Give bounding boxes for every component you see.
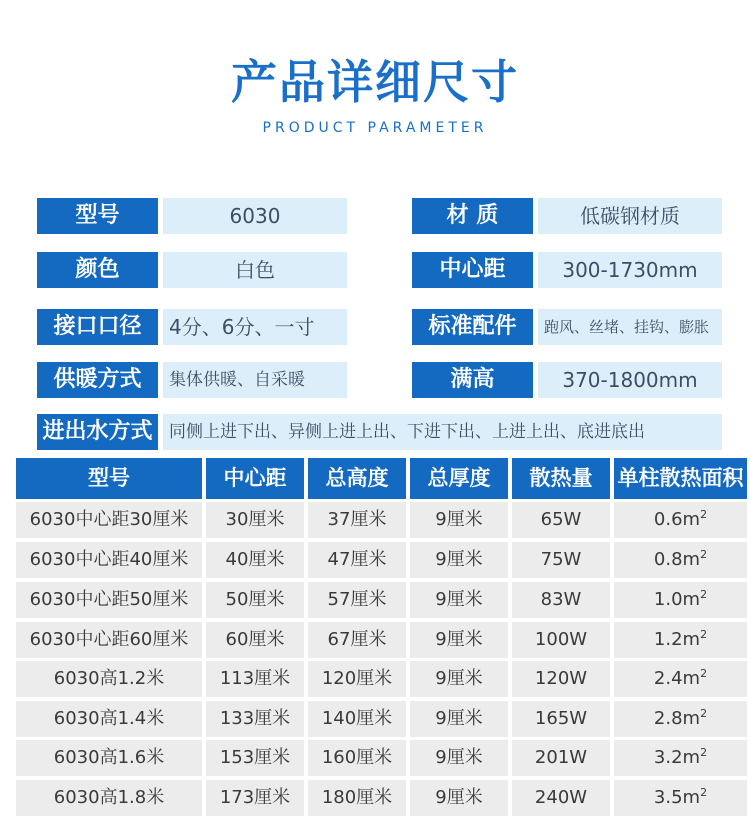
cell-height: 47厘米 xyxy=(308,542,406,578)
cell-heat: 240W xyxy=(512,780,610,816)
area-exponent: 2 xyxy=(700,707,708,720)
area-exponent: 2 xyxy=(700,667,708,680)
cell-heat: 65W xyxy=(512,502,610,538)
table-header-height: 总高度 xyxy=(308,458,406,499)
cell-area xyxy=(614,502,747,538)
spec-height-value: 370-1800mm xyxy=(538,362,722,398)
cell-heat: 120W xyxy=(512,661,610,697)
area-value: 0.6m xyxy=(653,509,701,530)
cell-center: 153厘米 xyxy=(206,740,304,776)
cell-area xyxy=(614,661,747,697)
cell-area xyxy=(614,622,747,658)
page-title: 产品详细尺寸 xyxy=(231,55,519,109)
cell-model: 6030高1.6米 xyxy=(16,740,202,776)
spec-model-value: 6030 xyxy=(163,198,347,234)
table-header-row xyxy=(16,458,747,499)
cell-heat: 83W xyxy=(512,582,610,618)
spec-center-label: 中心距 xyxy=(412,252,533,288)
spec-material-label: 材 质 xyxy=(412,198,533,234)
table-row xyxy=(16,502,747,538)
spec-color-value: 白色 xyxy=(163,252,347,288)
table-header-heat: 散热量 xyxy=(512,458,610,499)
spec-center-value: 300-1730mm xyxy=(538,252,722,288)
cell-model: 6030高1.4米 xyxy=(16,701,202,737)
cell-height: 37厘米 xyxy=(308,502,406,538)
cell-height: 57厘米 xyxy=(308,582,406,618)
cell-area xyxy=(614,740,747,776)
table-row xyxy=(16,661,747,697)
table-row xyxy=(16,780,747,816)
cell-heat: 201W xyxy=(512,740,610,776)
table-row xyxy=(16,582,747,618)
table-row xyxy=(16,740,747,776)
spec-accessory-label: 标准配件 xyxy=(412,309,533,345)
cell-heat: 165W xyxy=(512,701,610,737)
page-subtitle: PRODUCT PARAMETER xyxy=(262,120,488,136)
cell-thickness: 9厘米 xyxy=(410,740,508,776)
cell-model: 6030高1.8米 xyxy=(16,780,202,816)
cell-thickness: 9厘米 xyxy=(410,661,508,697)
spec-accessory-value: 跑风、丝堵、挂钩、膨胀 xyxy=(538,309,722,345)
cell-thickness: 9厘米 xyxy=(410,701,508,737)
spec-material-value: 低碳钢材质 xyxy=(538,198,722,234)
area-value: 0.8m xyxy=(653,549,701,570)
cell-heat: 100W xyxy=(512,622,610,658)
cell-area xyxy=(614,582,747,618)
spec-heating-value: 集体供暖、自采暖 xyxy=(163,362,347,398)
cell-center: 173厘米 xyxy=(206,780,304,816)
cell-center: 50厘米 xyxy=(206,582,304,618)
table-row xyxy=(16,622,747,658)
cell-center: 113厘米 xyxy=(206,661,304,697)
cell-center: 60厘米 xyxy=(206,622,304,658)
cell-thickness: 9厘米 xyxy=(410,780,508,816)
cell-height: 120厘米 xyxy=(308,661,406,697)
cell-center: 30厘米 xyxy=(206,502,304,538)
spec-port-label: 接口口径 xyxy=(37,309,158,345)
cell-model: 6030中心距40厘米 xyxy=(16,542,202,578)
area-exponent: 2 xyxy=(700,588,708,601)
spec-model-label: 型号 xyxy=(37,198,158,234)
cell-height: 180厘米 xyxy=(308,780,406,816)
area-value: 3.5m xyxy=(653,787,701,808)
area-value: 1.2m xyxy=(653,629,701,650)
table-header-thickness: 总厚度 xyxy=(410,458,508,499)
table-header-area: 单柱散热面积 xyxy=(614,458,747,499)
area-value: 2.4m xyxy=(653,668,701,689)
cell-heat: 75W xyxy=(512,542,610,578)
cell-center: 133厘米 xyxy=(206,701,304,737)
cell-model: 6030中心距30厘米 xyxy=(16,502,202,538)
spec-color-label: 颜色 xyxy=(37,252,158,288)
cell-thickness: 9厘米 xyxy=(410,542,508,578)
cell-area xyxy=(614,701,747,737)
cell-thickness: 9厘米 xyxy=(410,622,508,658)
cell-height: 140厘米 xyxy=(308,701,406,737)
spec-height-label: 满高 xyxy=(412,362,533,398)
area-exponent: 2 xyxy=(700,548,708,561)
table-header-center: 中心距 xyxy=(206,458,304,499)
cell-center: 40厘米 xyxy=(206,542,304,578)
table-row xyxy=(16,701,747,737)
area-value: 1.0m xyxy=(653,589,701,610)
cell-height: 160厘米 xyxy=(308,740,406,776)
area-value: 3.2m xyxy=(653,747,701,768)
area-exponent: 2 xyxy=(700,786,708,799)
cell-model: 6030高1.2米 xyxy=(16,661,202,697)
table-row xyxy=(16,542,747,578)
cell-area xyxy=(614,542,747,578)
area-exponent: 2 xyxy=(700,628,708,641)
area-value: 2.8m xyxy=(653,708,701,729)
spec-port-value: 4分、6分、一寸 xyxy=(163,309,347,345)
cell-model: 6030中心距60厘米 xyxy=(16,622,202,658)
cell-thickness: 9厘米 xyxy=(410,502,508,538)
area-exponent: 2 xyxy=(700,746,708,759)
cell-area xyxy=(614,780,747,816)
cell-height: 67厘米 xyxy=(308,622,406,658)
spec-inlet-label: 进出水方式 xyxy=(37,414,158,450)
cell-model: 6030中心距50厘米 xyxy=(16,582,202,618)
cell-thickness: 9厘米 xyxy=(410,582,508,618)
table-header-model: 型号 xyxy=(16,458,202,499)
spec-heating-label: 供暖方式 xyxy=(37,362,158,398)
area-exponent: 2 xyxy=(700,508,708,521)
spec-inlet-value: 同侧上进下出、异侧上进上出、下进下出、上进上出、底进底出 xyxy=(163,414,722,450)
